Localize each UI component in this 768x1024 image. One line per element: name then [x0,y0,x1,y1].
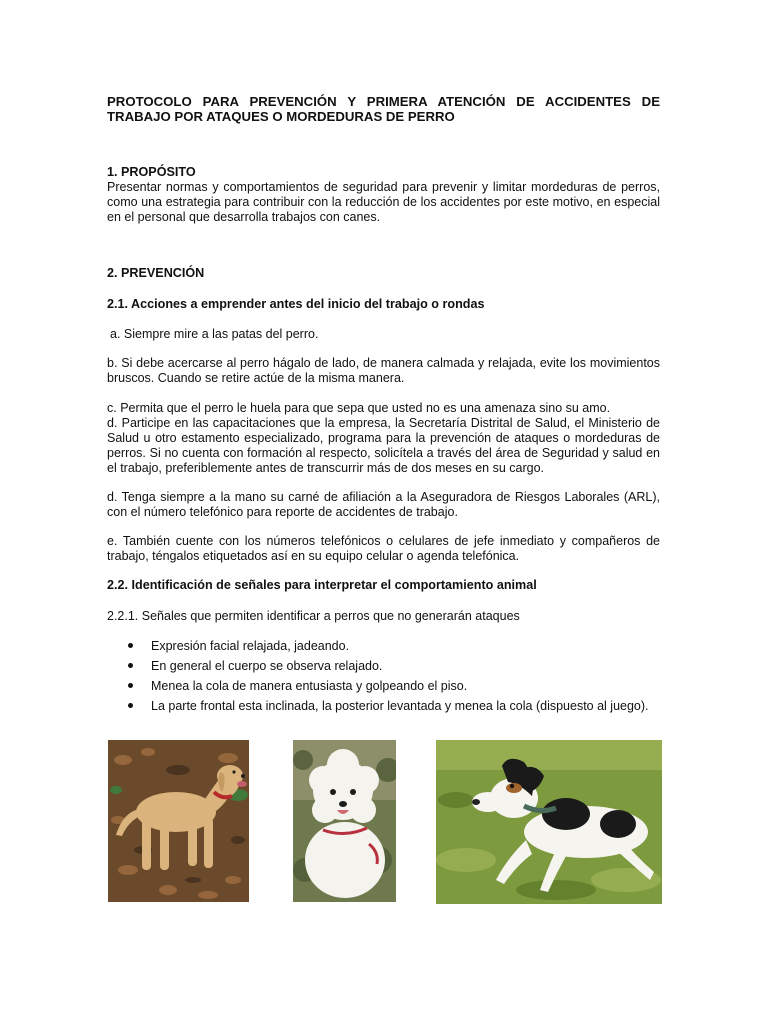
item-c: c. Permita que el perro le huela para que sepa que usted no es una amenaza sino su amo. [107,401,611,415]
subsection-2-1-heading: 2.1. Acciones a emprender antes del inicio del trabajo o rondas [107,297,485,311]
section-1-text: Presentar normas y comportamientos de seguridad para prevenir y limitar mordeduras de perros, como una estrategia para contribuir con la reducción de los accidentes por este motivo, en especial en el personal que desarrolla trabajos con canes. [107,180,660,224]
subsection-2-2-heading: 2.2. Identificación de señales para interpretar el comportamiento animal [107,578,537,592]
section-2-heading: 2. PREVENCIÓN [107,266,205,280]
subsection-2-2-1-intro: 2.2.1. Señales que permiten identificar a perros que no generarán ataques [107,609,520,623]
section-1-heading: 1. PROPÓSITO [107,165,196,179]
item-e: e. También cuente con los números telefónicos o celulares de jefe inmediato y compañeros de trabajo, téngalos etiquetados así en su equipo celular o agenda telefónica. [107,534,660,563]
bullet-icon [128,703,133,708]
list-item: En general el cuerpo se observa relajado. [107,656,667,676]
item-b: b. Si debe acercarse al perro hágalo de lado, de manera calmada y relajada, evite los movimientos bruscos. Cuando se retire actúe de la misma manera. [107,356,660,385]
white-dog-photo [293,740,396,902]
list-item: La parte frontal esta inclinada, la posterior levantada y menea la cola (dispuesto al juego). [107,696,667,716]
item-d-arl: d. Tenga siempre a la mano su carné de afiliación a la Aseguradora de Riesgos Laborales (ARL), con el número telefónico para reporte de accidentes de trabajo. [107,490,660,519]
bullet-icon [128,683,133,688]
list-item: Menea la cola de manera entusiasta y golpeando el piso. [107,676,667,696]
spotted-dog-photo [436,740,662,904]
calm-signals-list [107,636,667,716]
labrador-photo [108,740,249,902]
item-a: a. Siempre mire a las patas del perro. [110,327,319,341]
document-title: PROTOCOLO PARA PREVENCIÓN Y PRIMERA ATENCIÓN DE ACCIDENTES DE TRABAJO POR ATAQUES O MORDEDURAS DE PERRO [107,94,660,124]
list-item: Expresión facial relajada, jadeando. [107,636,667,656]
bullet-icon [128,663,133,668]
item-d-training: d. Participe en las capacitaciones que la empresa, la Secretaría Distrital de Salud, el Ministerio de Salud u otro estamento especializado, programa para la prevención de ataques o mordeduras de perros. Si no cuenta con formación al respecto, solicítela a través del área de Seguridad y salud en el trabajo, preferiblemente antes de transcurrir más de dos meses en su cargo. [107,416,660,475]
bullet-icon [128,643,133,648]
